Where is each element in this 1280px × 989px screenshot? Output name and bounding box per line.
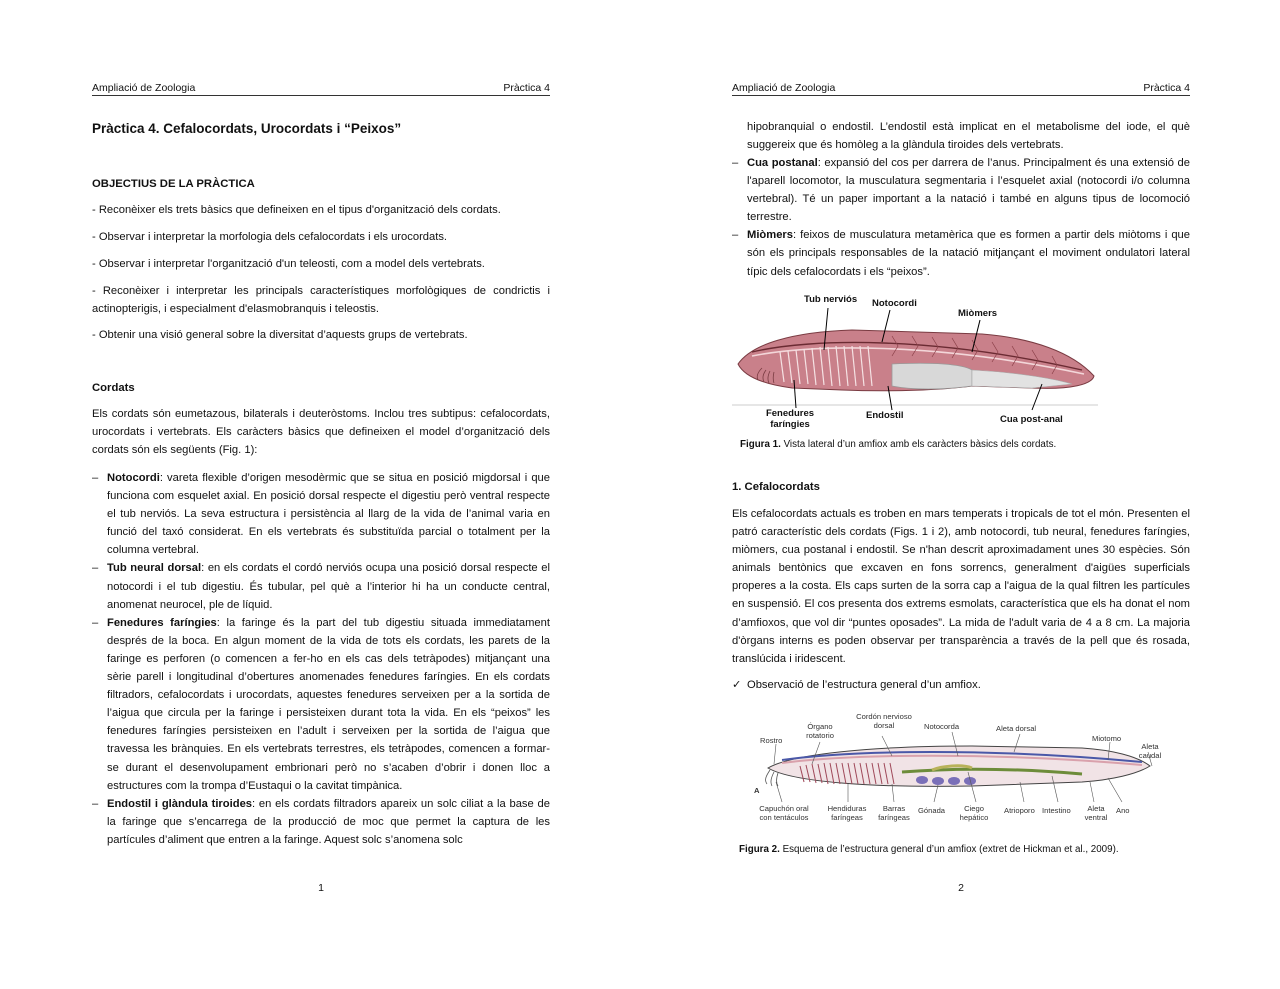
- list-item: – Miòmers: feixos de musculatura metamèrica que es formen a partir dels miòtoms i que són els principals responsables de la natació mitjançant el moviment ondulatori lateral típic dels cefalocordats i els “peixos”.: [732, 226, 1190, 280]
- label-gonada: Gónada: [918, 806, 946, 815]
- label-barras: Barras faríngeas: [878, 804, 910, 822]
- label-cordon-nervioso: Cordón nervioso dorsal: [856, 712, 912, 730]
- label-miomers: Miòmers: [958, 308, 998, 319]
- label-tub-nervios: Tub nerviós: [804, 294, 858, 305]
- label-endostil: Endostil: [866, 410, 904, 421]
- header-course: Ampliació de Zoologia: [92, 82, 196, 94]
- label-aleta-dorsal: Aleta dorsal: [996, 724, 1037, 733]
- label-ciego-hepatico: Ciego hepático: [959, 804, 989, 822]
- label-fenedures: Fenedures faríngies: [765, 408, 815, 430]
- label-cua-post-anal: Cua post-anal: [1000, 414, 1063, 425]
- figure-2-amphioxus-scheme: [752, 710, 1172, 832]
- list-item: – Notocordi: vareta flexible d’origen mesodèrmic que se situa en posició migdorsal i que funciona com esquelet axial. En posició dorsal respecte el digestiu però ventral respecte el tub nerviós. La seva estructura i persistència al llarg de la vida de l’animal varia en funció del taxó considerat. En els vertebrats és substituïda parcial o totalment per la columna vertebral.: [92, 469, 550, 559]
- section-1-text: Els cefalocordats actuals es troben en mars temperats i tropicals de tot el món. Presenten el patró característic dels cordats (Figs. 1 i 2), amb notocordi, tub neural, fenedures faríngies, miòmers, cua postanal i endostil. Se n'han descrit aproximadament unes 30 espècies. Són animals bentònics que excaven en fons sorrencs, generalment d'aigües superficials properes a la costa. Els caps surten de la sorra cap a l'aigua de la qual filtren les partícules en suspensió. El cos presenta dos extrems esmolats, característica que els ha donat el nom d’amfioxos, que vol dir “puntes oposades”. La mida de l'adult varia de 4 a 8 cm. La majoria d'òrgans interns es poden observar per transparència a través de la pell que és rosada, translúcida i iridescent.: [732, 508, 1190, 665]
- objective-item: - Observar i interpretar la morfologia dels cefalocordats i els urocordats.: [92, 231, 448, 243]
- list-item: – Cua postanal: expansió del cos per darrera de l’anus. Principalment és una extensió de l'aparell locomotor, la musculatura segmentaria i l’esquelet axial (notocordi i/o columna vertebral). Té un paper important a la natació i també en alguns tipus de locomoció terrestre.: [732, 154, 1190, 226]
- chordate-traits-list: [92, 469, 550, 849]
- label-a-mark: A: [754, 786, 760, 795]
- label-organo-rotatorio: Órgano rotatorio: [806, 722, 834, 740]
- label-ano: Ano: [1116, 806, 1130, 815]
- check-item: ✓ Observació de l’estructura general d’un amfiox.: [732, 676, 1190, 694]
- objectives-heading: OBJECTIUS DE LA PRÀCTICA: [92, 178, 255, 190]
- figure-1-amphioxus-lateral: [732, 292, 1190, 434]
- running-header: [732, 80, 1190, 96]
- label-rostro: Rostro: [760, 736, 783, 745]
- page-number: 1: [318, 882, 324, 894]
- list-item: – Fenedures faríngies: la faringe és la part del tub digestiu situada immediatament després de la boca. En algun moment de la vida de tots els cordats, les parets de la faringe es perforen (o comencen a fer-ho en els cas dels tetràpodes) mitjançant una sèrie parell i longitudinal d’obertures anomenades fenedures faríngies. En els cordats filtradors, cefalocordats i urocordats, aquestes fenedures serveixen per a la sortida de l’aigua que circula per la faringe i persisteixen durant tota la vida. En els “peixos” les fenedures faríngies persisteixen en l’adult i serveixen per la sortida de l’aigua que travessa les brànquies. En els vertebrats terrestres, els tetràpodes, comencen a formar-se durant el desenvolupament embrionari però no s’acaben d’obrir i donen lloc a estructures com la trompa d’Eustaqui o la cavitat timpànica.: [92, 614, 550, 795]
- page-1: [92, 0, 550, 989]
- running-header: [92, 80, 550, 96]
- list-item: – Tub neural dorsal: en els cordats el cordó nerviós ocupa una posició dorsal respecte el notocordi i el tub digestiu. És tubular, pel què a l’interior hi ha un conducte central, anomenat neurocel, ple de líquid.: [92, 559, 550, 613]
- label-miotomo: Miotomo: [1092, 734, 1122, 743]
- continuation-text: hipobranquial o endostil. L’endostil està implicat en el metabolisme del iode, el què suggereix que és homòleg a la glàndula tiroides dels vertebrats.: [747, 121, 1190, 152]
- section-1-heading: 1. Cefalocordats: [732, 481, 820, 493]
- cordats-heading: Cordats: [92, 382, 135, 394]
- objective-item: - Observar i interpretar l'organització d'un teleosti, com a model dels vertebrats.: [92, 258, 485, 270]
- checkmark-icon: ✓: [732, 679, 742, 691]
- label-aleta-caudal: Aleta caudal: [1138, 742, 1162, 760]
- cordats-intro: Els cordats són eumetazous, bilaterals i deuteròstoms. Inclou tres subtipus: cefalocordats, urocordats i vertebrats. Els caràcters bàsics que defineixen el model d’organització dels cordats són els següents (Fig. 1):: [92, 408, 550, 457]
- list-item: – Endostil i glàndula tiroides: en els cordats filtradors apareix un solc ciliat a la base de la faringe que s’encarrega de la producció de moc que permet la captura de les partícules d’aliment que entren a la faringe. Aquest solc s’anomena solc: [92, 795, 550, 849]
- figure-2-caption: Figura 2. Esquema de l’estructura general d’un amfiox (extret de Hickman et al., 2009).: [739, 844, 1119, 855]
- figure-1-caption: Figura 1. Vista lateral d’un amfiox amb els caràcters bàsics dels cordats.: [740, 439, 1057, 450]
- label-hendiduras: Hendiduras faríngeas: [827, 804, 867, 822]
- objective-item: - Reconèixer els trets bàsics que defineixen en el tipus d'organització dels cordats.: [92, 204, 501, 216]
- objective-item: - Reconèixer i interpretar les principals característiques morfològiques de condrictis i actinopterigis, i especialment d'elasmobranquis i teleostis.: [92, 285, 550, 316]
- page-2: [732, 0, 1190, 989]
- label-aleta-ventral: Aleta ventral: [1084, 804, 1108, 822]
- label-notocorda: Notocorda: [924, 722, 960, 731]
- label-intestino: Intestino: [1042, 806, 1071, 815]
- label-capuchon-oral: Capuchón oral con tentáculos: [759, 804, 809, 822]
- objective-item: - Obtenir una visió general sobre la diversitat d’aquests grups de vertebrats.: [92, 329, 468, 341]
- page-number: 2: [958, 882, 964, 894]
- chordate-traits-list-cont: [732, 154, 1190, 281]
- header-practice: Pràctica 4: [503, 82, 550, 94]
- label-atrioporo: Atrioporo: [1004, 806, 1035, 815]
- label-notocordi: Notocordi: [872, 298, 917, 309]
- practice-title: Pràctica 4. Cefalocordats, Urocordats i “Peixos”: [92, 121, 402, 136]
- header-practice: Pràctica 4: [1143, 82, 1190, 94]
- header-course: Ampliació de Zoologia: [732, 82, 836, 94]
